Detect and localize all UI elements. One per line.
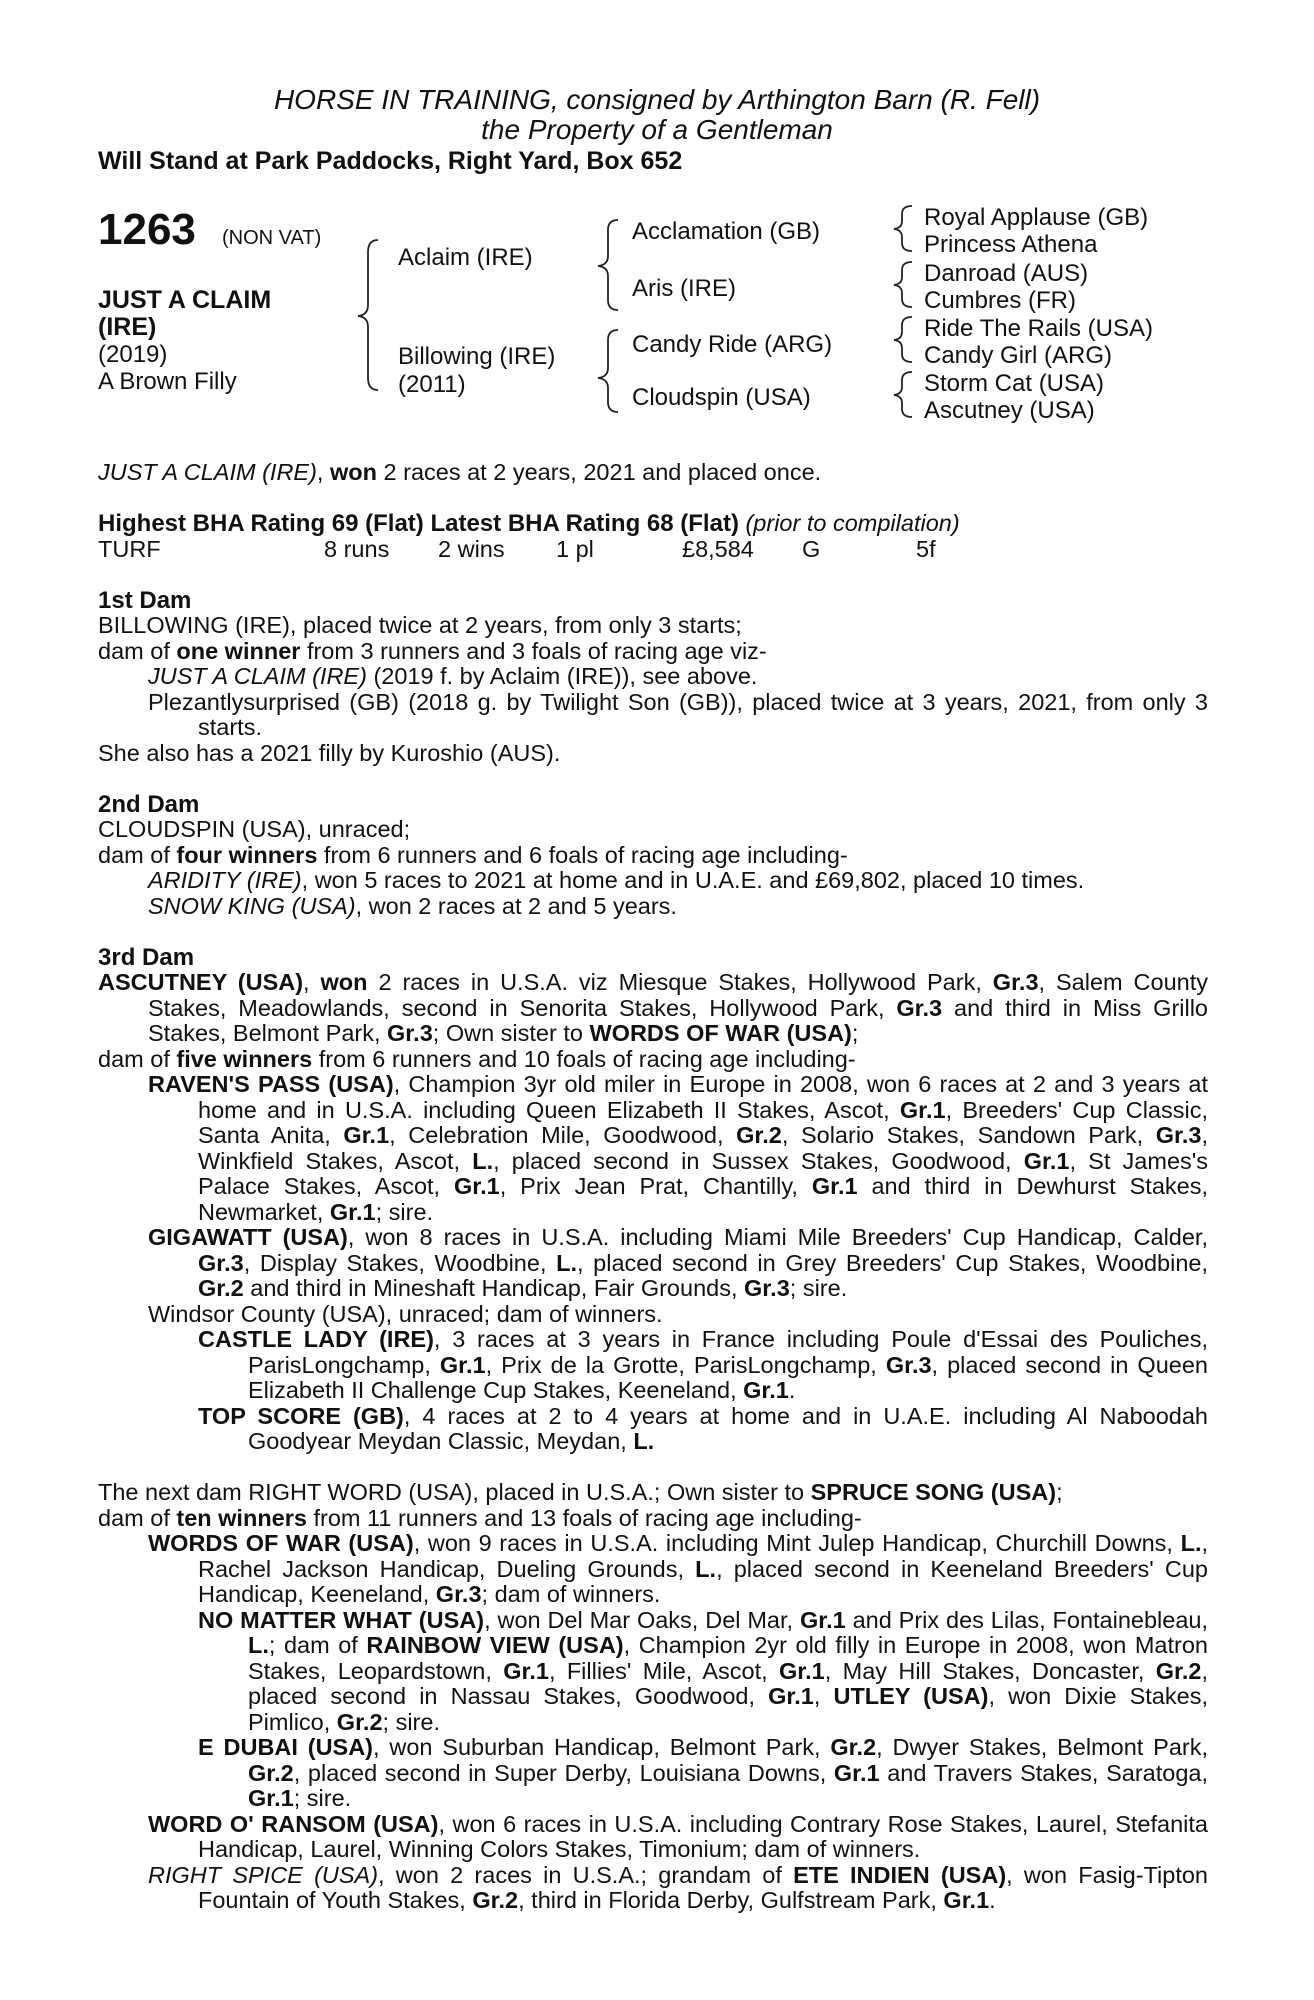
first-dam-foal-2: Plezantlysurprised (GB) (2018 g. by Twilight Son (GB)), placed twice at 3 years, 2021, from only 3 starts. [148,688,1208,740]
dam-sire-name: Candy Ride (ARG) [632,331,833,358]
vat-status: (NON VAT) [222,227,322,249]
horse-description: A Brown Filly [98,368,237,395]
horse-name: JUST A CLAIM (IRE) [98,286,272,341]
third-dam-heading: 3rd Dam [98,943,195,971]
next-dam-entry: The next dam RIGHT WORD (USA), placed in U.S.A.; Own sister to SPRUCE SONG (USA); [98,1479,1063,1505]
horse-year: (2019) [98,341,168,368]
next-dam-produce: dam of ten winners from 11 runners and 13 foals of racing age including- [98,1504,862,1531]
word-o-ransom-entry: WORD O' RANSOM (USA), won 6 races in U.S.A. including Contrary Rose Stakes, Laurel, Stefanita Handicap, Laurel, Winning Colors Stakes, Timonium; dam of winners. [148,1810,1208,1862]
first-dam-produce: dam of one winner from 3 runners and 3 foals of racing age viz- [98,637,767,664]
race-record-row: TURF 8 runs 2 wins 1 pl £8,584 G 5f [98,535,936,562]
first-dam-also: She also has a 2021 filly by Kuroshio (AUS). [98,739,561,766]
consignor-line: HORSE IN TRAINING, consigned by Arthington Barn (R. Fell) [273,84,1041,115]
second-dam-heading: 2nd Dam [98,790,200,818]
race-summary: JUST A CLAIM (IRE), won 2 races at 2 years, 2021 and placed once. [98,459,822,485]
second-dam-line: CLOUDSPIN (USA), unraced; [98,816,411,842]
dam-dam-name: Cloudspin (USA) [632,384,811,411]
no-matter-what-entry: NO MATTER WHAT (USA), won Del Mar Oaks, Del Mar, Gr.1 and Prix des Lilas, Fontainebleau, L.; dam of RAINBOW VIEW (USA), Champion 2yr old filly in Europe in 2008, won Matron Stakes, Leopardstown, Gr.1, Fillies' Mile, Ascot, Gr.1, May Hill Stakes, Doncaster, Gr.2, placed second in Nassau Stakes, Goodwood, Gr.1, UTLEY (USA), won Dixie Stakes, Pimlico, Gr.2; sire. [198,1606,1209,1735]
words-of-war-entry: WORDS OF WAR (USA), won 9 races in U.S.A. including Mint Julep Handicap, Churchill Downs, L., Rachel Jackson Handicap, Dueling Grounds, L., placed second in Keeneland Breeders' Cup Handicap, Keeneland, Gr.3; dam of winners. [148,1530,1209,1607]
ggp-6: Candy Girl (ARG) [924,342,1113,369]
dam-year: (2011) [398,371,466,398]
lot-number: 1263 [98,205,196,254]
castle-lady-entry: CASTLE LADY (IRE), 3 races at 3 years in France including Poule d'Essai des Pouliches, ParisLongchamp, Gr.1, Prix de la Grotte, ParisLongchamp, Gr.3, placed second in Queen Elizabeth II Challenge Cup Stakes, Keeneland, Gr.1. [198,1326,1208,1403]
ggp-7: Storm Cat (USA) [924,370,1105,397]
ggp-1: Royal Applause (GB) [924,204,1149,231]
second-dam-foal-2: SNOW KING (USA), won 2 races at 2 and 5 years. [148,892,677,919]
gigawatt-entry: GIGAWATT (USA), won 8 races in U.S.A. including Miami Mile Breeders' Cup Handicap, Calder, Gr.3, Display Stakes, Woodbine, L., placed second in Grey Breeders' Cup Stakes, Woodbine, Gr.2 and third in Mineshaft Handicap, Fair Grounds, Gr.3; sire. [148,1224,1208,1301]
second-dam-produce: dam of four winners from 6 runners and 6 foals of racing age including- [98,841,848,868]
top-score-entry: TOP SCORE (GB), 4 races at 2 to 4 years at home and in U.A.E. including Al Naboodah Goodyear Meydan Classic, Meydan, L. [198,1402,1208,1454]
third-dam-entry: ASCUTNEY (USA), won 2 races in U.S.A. viz Miesque Stakes, Hollywood Park, Gr.3, Salem County Stakes, Meadowlands, second in Senorita Stakes, Hollywood Park, Gr.3 and third in Miss Grillo Stakes, Belmont Park, Gr.3; Own sister to WORDS OF WAR (USA); [98,969,1209,1046]
e-dubai-entry: E DUBAI (USA), won Suburban Handicap, Belmont Park, Gr.2, Dwyer Stakes, Belmont Park, Gr.2, placed second in Super Derby, Louisiana Downs, Gr.1 and Travers Stakes, Saratoga, Gr.1; sire. [198,1734,1208,1811]
third-dam-produce: dam of five winners from 6 runners and 10 foals of racing age including- [98,1045,856,1072]
ggp-5: Ride The Rails (USA) [924,315,1153,342]
sire-sire-name: Acclamation (GB) [632,218,821,245]
ggp-8: Ascutney (USA) [924,397,1095,424]
right-spice-entry: RIGHT SPICE (USA), won 2 races in U.S.A.; grandam of ETE INDIEN (USA), won Fasig-Tipton Fountain of Youth Stakes, Gr.2, third in Florida Derby, Gulfstream Park, Gr.1. [148,1861,1208,1913]
first-dam-line: BILLOWING (IRE), placed twice at 2 years, from only 3 starts; [98,612,742,638]
catalogue-body [98,460,1208,1914]
ggp-3: Danroad (AUS) [924,260,1089,287]
ravens-pass-entry: RAVEN'S PASS (USA), Champion 3yr old miler in Europe in 2008, won 6 races at 2 and 3 years at home and in U.S.A. including Queen Elizabeth II Stakes, Ascot, Gr.1, Breeders' Cup Classic, Santa Anita, Gr.1, Celebration Mile, Goodwood, Gr.2, Solario Stakes, Sandown Park, Gr.3, Winkfield Stakes, Ascot, L., placed second in Sussex Stakes, Goodwood, Gr.1, St James's Palace Stakes, Ascot, Gr.1, Prix Jean Prat, Chantilly, Gr.1 and third in Dewhurst Stakes, Newmarket, Gr.1; sire. [148,1071,1208,1225]
first-dam-foal-1: JUST A CLAIM (IRE) (2019 f. by Aclaim (IRE)), see above. [148,663,758,689]
rating-line: Highest BHA Rating 69 (Flat) Latest BHA Rating 68 (Flat) (prior to compilation) [98,510,960,537]
sire-dam-name: Aris (IRE) [632,275,736,302]
property-line: the Property of a Gentleman [481,114,833,145]
second-dam-foal-1: ARIDITY (IRE), won 5 races to 2021 at home and in U.A.E. and £69,802, placed 10 times. [148,867,1085,893]
dam-name: Billowing (IRE) [398,343,556,370]
ggp-4: Cumbres (FR) [924,287,1077,314]
stand-location-line: Will Stand at Park Paddocks, Right Yard, Box 652 [98,147,683,175]
windsor-county-entry: Windsor County (USA), unraced; dam of winners. [148,1300,663,1327]
ggp-2: Princess Athena [924,231,1098,258]
first-dam-heading: 1st Dam [98,586,192,614]
sire-name: Aclaim (IRE) [398,244,533,271]
